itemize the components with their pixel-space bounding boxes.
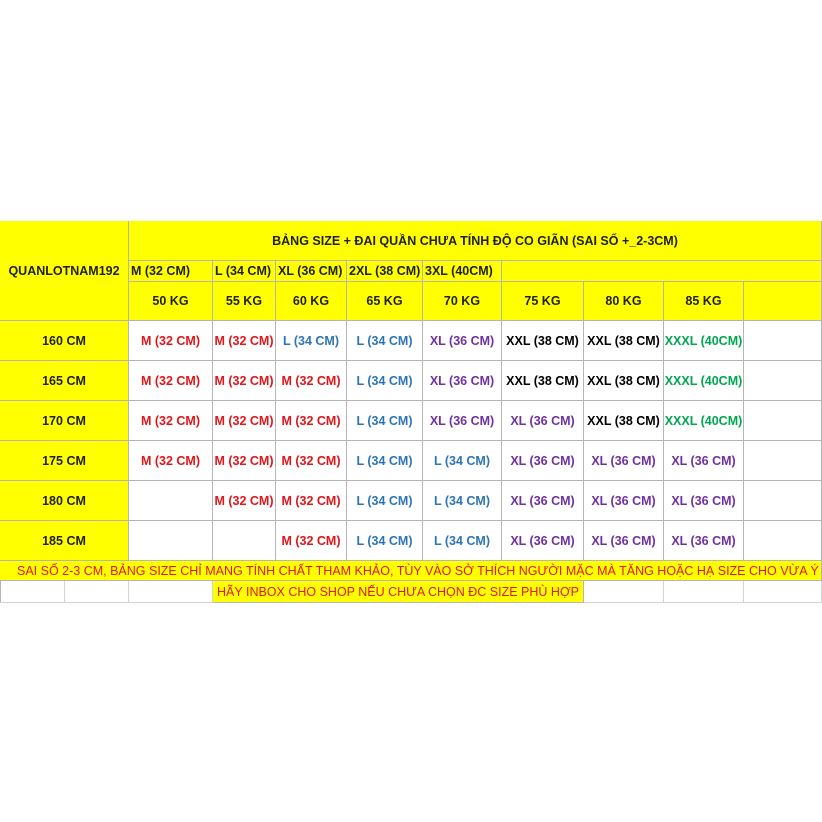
size-cell <box>347 361 423 401</box>
height-label-cell <box>0 521 129 561</box>
size-value: XXL (38 CM) <box>587 413 660 428</box>
size-cell <box>502 521 584 561</box>
size-cell <box>276 441 347 481</box>
size-cell <box>129 441 213 481</box>
size-value: M (32 CM) <box>281 453 341 468</box>
size-cell <box>423 521 502 561</box>
size-value: XL (36 CM) <box>671 453 736 468</box>
size-cell <box>584 521 664 561</box>
weight-label: 85 KG <box>685 294 722 308</box>
size-value: M (32 CM) <box>140 453 201 468</box>
size-value: XL (36 CM) <box>510 493 575 508</box>
size-value: M (32 CM) <box>140 333 201 348</box>
size-cell <box>213 361 276 401</box>
size-value: M (32 CM) <box>214 453 274 468</box>
empty-cell <box>584 581 664 603</box>
disclaimer-text: SAI SỐ 2-3 CM, BẢNG SIZE CHỈ MANG TÍNH CHẤT THAM KHẢO, TÙY VÀO SỞ THÍCH NGƯỜI MẶC MÀ TĂNG HOẶC HẠ SIZE CHO VỪA Ý <box>17 563 819 578</box>
size-value: M (32 CM) <box>140 373 201 388</box>
waist-size-label: 2XL (38 CM) <box>349 264 421 278</box>
waist-size-label: XL (36 CM) <box>278 264 343 278</box>
size-value: M (32 CM) <box>140 413 201 428</box>
table-title-text: BẢNG SIZE + ĐAI QUẦN CHƯA TÍNH ĐỘ CO GIÃN (SAI SỐ +_2-3CM) <box>272 233 678 248</box>
waist-size-header <box>129 261 213 282</box>
empty-cell <box>65 581 129 603</box>
size-cell <box>664 401 744 441</box>
size-value: L (34 CM) <box>356 413 413 428</box>
size-cell <box>502 401 584 441</box>
weight-header <box>347 282 423 321</box>
size-value: XL (36 CM) <box>510 533 575 548</box>
empty-cell <box>129 581 213 603</box>
size-value: M (32 CM) <box>214 373 274 388</box>
size-value: XL (36 CM) <box>429 373 495 388</box>
size-cell <box>423 481 502 521</box>
empty-cell <box>744 401 822 441</box>
waist-size-label: L (34 CM) <box>215 264 272 278</box>
waist-size-label: 3XL (40CM) <box>425 264 493 278</box>
size-cell <box>213 521 276 561</box>
size-cell <box>664 521 744 561</box>
size-cell <box>129 481 213 521</box>
brand-cell <box>0 221 129 321</box>
height-label-cell <box>0 361 129 401</box>
size-value: XXL (38 CM) <box>587 373 660 388</box>
weight-header <box>584 282 664 321</box>
weight-header <box>213 282 276 321</box>
size-cell <box>129 401 213 441</box>
size-value: L (34 CM) <box>356 493 413 508</box>
waist-size-label: M (32 CM) <box>131 264 191 278</box>
size-cell <box>584 321 664 361</box>
size-cell <box>347 441 423 481</box>
size-value: XXL (38 CM) <box>587 333 660 348</box>
size-cell <box>502 361 584 401</box>
height-label-cell <box>0 441 129 481</box>
brand-label: QUANLOTNAM192 <box>8 263 120 278</box>
weight-label: 65 KG <box>366 294 403 308</box>
size-table <box>0 221 822 603</box>
size-value: M (32 CM) <box>214 493 274 508</box>
height-label-cell <box>0 481 129 521</box>
empty-cell <box>0 581 65 603</box>
size-value: XXL (38 CM) <box>506 373 579 388</box>
size-cell <box>213 441 276 481</box>
height-label: 165 CM <box>42 373 86 388</box>
size-value: L (34 CM) <box>356 453 413 468</box>
height-label-cell <box>0 321 129 361</box>
weight-label: 50 KG <box>152 294 189 308</box>
size-value: XL (36 CM) <box>429 333 495 348</box>
empty-cell <box>744 521 822 561</box>
size-cell <box>664 481 744 521</box>
size-value: M (32 CM) <box>214 333 274 348</box>
size-cell <box>664 361 744 401</box>
weight-label: 55 KG <box>225 294 263 308</box>
size-cell <box>664 441 744 481</box>
empty-cell <box>664 581 744 603</box>
size-value: XL (36 CM) <box>510 413 575 428</box>
empty-cell <box>744 581 822 603</box>
waist-size-header <box>276 261 347 282</box>
height-label: 185 CM <box>42 533 86 548</box>
waist-size-header <box>213 261 276 282</box>
size-value: L (34 CM) <box>356 333 413 348</box>
empty-cell <box>744 321 822 361</box>
size-cell <box>584 401 664 441</box>
size-value: M (32 CM) <box>214 413 274 428</box>
size-cell <box>213 401 276 441</box>
size-value: L (34 CM) <box>282 333 340 348</box>
size-value: XL (36 CM) <box>591 533 656 548</box>
size-value: XL (36 CM) <box>671 493 736 508</box>
weight-header <box>276 282 347 321</box>
table-title <box>129 221 822 261</box>
weight-label: 75 KG <box>524 294 561 308</box>
size-value: XL (36 CM) <box>591 453 656 468</box>
size-cell <box>584 361 664 401</box>
size-value: XXXL (40CM) <box>664 413 743 428</box>
size-cell <box>423 441 502 481</box>
size-value: XXXL (40CM) <box>664 333 743 348</box>
empty-cell <box>744 361 822 401</box>
disclaimer-row <box>0 561 822 581</box>
size-cell <box>502 481 584 521</box>
size-cell <box>423 401 502 441</box>
waist-size-empty <box>502 261 822 282</box>
size-cell <box>276 481 347 521</box>
size-value: L (34 CM) <box>433 493 491 508</box>
size-cell <box>276 361 347 401</box>
size-cell <box>347 481 423 521</box>
size-value: L (34 CM) <box>433 453 491 468</box>
size-cell <box>584 481 664 521</box>
size-value: M (32 CM) <box>281 373 341 388</box>
size-cell <box>347 321 423 361</box>
waist-size-header <box>347 261 423 282</box>
size-value: XL (36 CM) <box>429 413 495 428</box>
size-value: XL (36 CM) <box>671 533 736 548</box>
size-value: M (32 CM) <box>281 533 341 548</box>
size-cell <box>664 321 744 361</box>
empty-cell <box>744 481 822 521</box>
size-cell <box>423 321 502 361</box>
weight-label: 80 KG <box>605 294 642 308</box>
size-value: XXXL (40CM) <box>664 373 743 388</box>
size-cell <box>129 361 213 401</box>
height-label: 175 CM <box>42 453 86 468</box>
size-value: L (34 CM) <box>356 533 413 548</box>
size-cell <box>276 521 347 561</box>
size-cell <box>276 321 347 361</box>
size-value: XL (36 CM) <box>591 493 656 508</box>
size-value: L (34 CM) <box>356 373 413 388</box>
size-cell <box>347 521 423 561</box>
size-cell <box>129 521 213 561</box>
weight-header-empty <box>744 282 822 321</box>
empty-cell <box>744 441 822 481</box>
size-cell <box>276 401 347 441</box>
weight-header <box>664 282 744 321</box>
size-cell <box>129 321 213 361</box>
weight-header <box>129 282 213 321</box>
size-cell <box>423 361 502 401</box>
size-value: M (32 CM) <box>281 493 341 508</box>
weight-header <box>502 282 584 321</box>
size-cell <box>213 481 276 521</box>
weight-label: 70 KG <box>443 294 481 308</box>
size-cell <box>213 321 276 361</box>
size-value: L (34 CM) <box>433 533 491 548</box>
size-cell <box>347 401 423 441</box>
height-label-cell <box>0 401 129 441</box>
inbox-banner <box>213 581 584 603</box>
height-label: 170 CM <box>42 413 86 428</box>
inbox-text: HÃY INBOX CHO SHOP NẾU CHƯA CHỌN ĐC SIZE PHÙ HỢP <box>217 584 579 599</box>
size-value: M (32 CM) <box>281 413 341 428</box>
size-cell <box>584 441 664 481</box>
waist-size-header <box>423 261 502 282</box>
size-cell <box>502 441 584 481</box>
height-label: 180 CM <box>42 493 86 508</box>
weight-header <box>423 282 502 321</box>
weight-label: 60 KG <box>292 294 330 308</box>
size-value: XXL (38 CM) <box>506 333 579 348</box>
size-value: XL (36 CM) <box>510 453 575 468</box>
height-label: 160 CM <box>42 333 86 348</box>
size-cell <box>502 321 584 361</box>
